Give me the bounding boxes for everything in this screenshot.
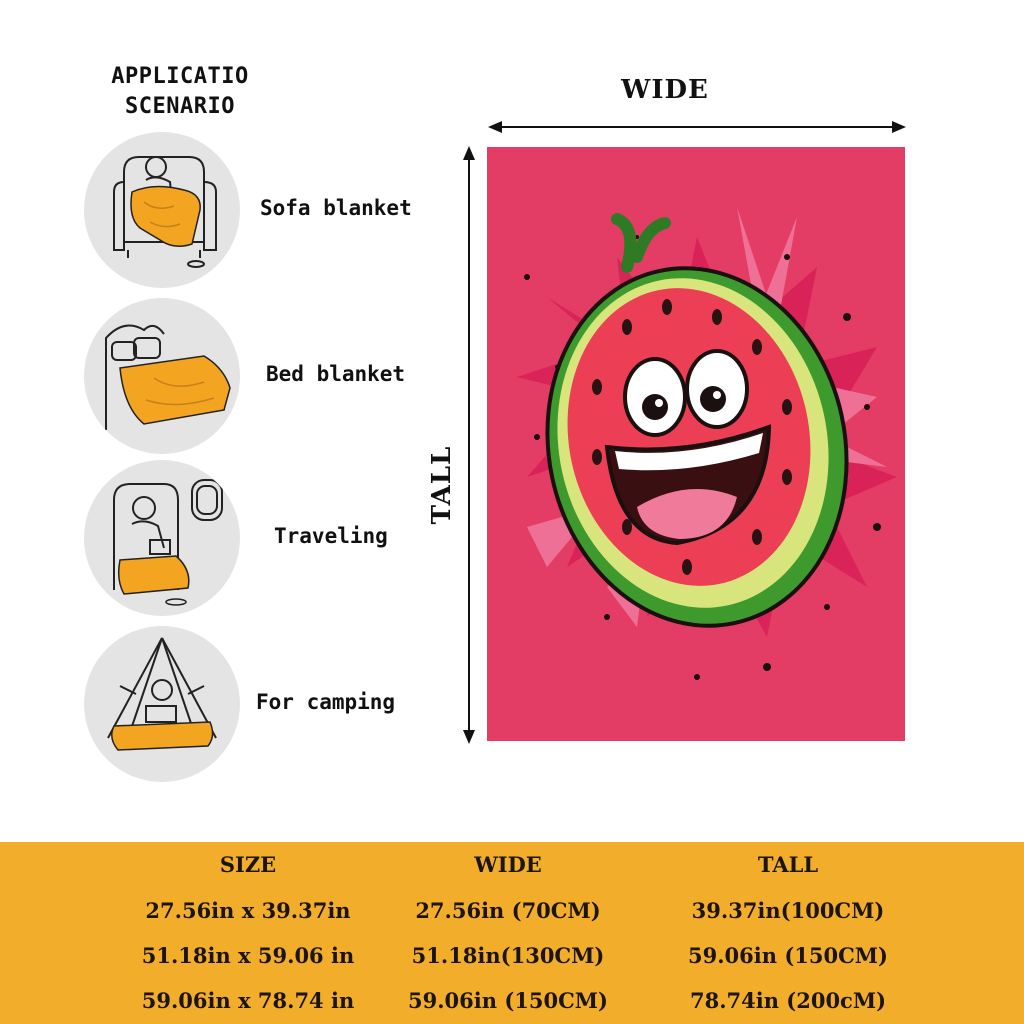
wide-cell: 27.56in (70CM) [415,898,601,923]
tall-dimension-label: TALL [427,445,457,525]
wide-header: WIDE [474,852,542,877]
scenario-bed [84,298,424,458]
size-cell: 27.56in x 39.37in [145,898,351,923]
scenario-title-line2: SCENARIO [125,94,235,119]
scenario-title-line1: APPLICATIO [111,64,249,89]
tall-header: TALL [757,852,819,877]
scenario-label-camping: For camping [256,690,396,714]
wide-arrow-icon [488,121,906,133]
tall-cell: 39.37in(100CM) [691,898,885,923]
tent-icon [84,626,240,782]
scenario-label-bed: Bed blanket [266,362,406,386]
bed-icon [84,298,240,454]
size-table-band [0,842,1024,1024]
scenario-label-sofa: Sofa blanket [260,196,412,220]
smiling-watermelon-icon [487,147,905,741]
size-cell: 59.06in x 78.74 in [141,988,355,1013]
wide-cell: 51.18in(130CM) [411,943,605,968]
scenario-label-traveling: Traveling [274,524,388,548]
scenario-title [90,62,270,122]
scenario-sofa [84,132,424,292]
tall-arrow-icon [463,146,475,744]
sofa-icon [84,132,240,288]
blanket-artwork [487,147,905,741]
airplane-seat-icon [84,460,240,616]
wide-cell: 59.06in (150CM) [408,988,608,1013]
scenario-traveling [84,460,424,620]
scenario-camping [84,626,424,786]
tall-cell: 78.74in (200cM) [689,988,887,1013]
size-header: SIZE [219,852,277,877]
size-cell: 51.18in x 59.06 in [141,943,355,968]
wide-dimension-label: WIDE [621,75,709,105]
tall-cell: 59.06in (150CM) [688,943,888,968]
